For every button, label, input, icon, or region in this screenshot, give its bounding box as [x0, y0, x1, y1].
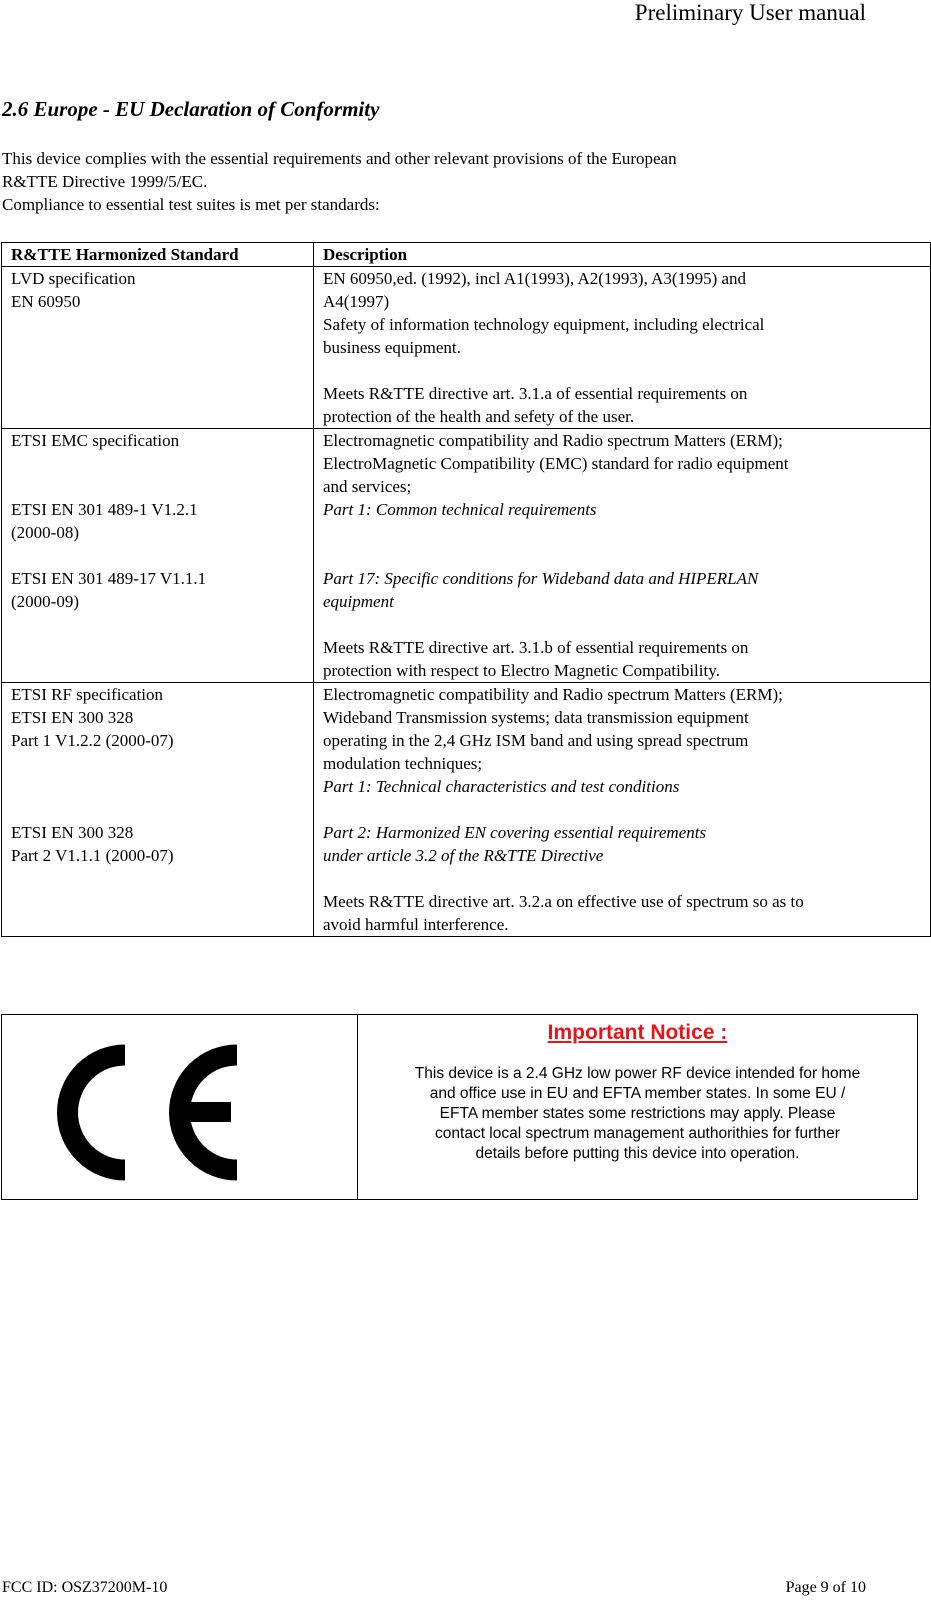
- intro-line: R&TTE Directive 1999/5/EC.: [2, 172, 208, 191]
- description-line: [323, 521, 921, 544]
- description-line: [323, 798, 921, 821]
- notice-body-line: EFTA member states some restrictions may apply. Please: [439, 1105, 836, 1122]
- standards-table: [1, 242, 931, 937]
- standard-line: ETSI EN 301 489-1 V1.2.1: [11, 500, 198, 519]
- standard-line: [11, 775, 304, 798]
- description-line: Part 2: Harmonized EN covering essential requirements: [323, 823, 707, 842]
- intro-text: [2, 147, 902, 216]
- description-line: [323, 544, 921, 567]
- ce-mark-cell: [2, 1015, 358, 1199]
- description-line: modulation techniques;: [323, 754, 483, 773]
- description-line: protection of the health and sefety of the user.: [323, 407, 635, 426]
- standard-line: Part 1 V1.2.2 (2000-07): [11, 731, 174, 750]
- notice-body-line: contact local spectrum management authorithies for further: [435, 1125, 840, 1142]
- description-line: protection with respect to Electro Magnetic Compatibility.: [323, 661, 720, 680]
- description-line: A4(1997): [323, 292, 390, 311]
- standard-line: ETSI EN 300 328: [11, 708, 134, 727]
- description-line: [323, 359, 921, 382]
- standard-cell: [2, 683, 314, 937]
- standard-line: [11, 475, 304, 498]
- standard-line: [11, 452, 304, 475]
- description-line: [323, 867, 921, 890]
- important-notice-box: [1, 1014, 918, 1200]
- description-cell: [314, 683, 931, 937]
- description-line: avoid harmful interference.: [323, 915, 509, 934]
- description-line: Electromagnetic compatibility and Radio spectrum Matters (ERM);: [323, 431, 783, 450]
- standard-cell: [2, 429, 314, 683]
- column-header-standard: R&TTE Harmonized Standard: [2, 243, 314, 267]
- standard-line: ETSI RF specification: [11, 685, 164, 704]
- table-body: [2, 267, 931, 937]
- description-line: Meets R&TTE directive art. 3.1.b of essential requirements on: [323, 638, 749, 657]
- description-line: Part 1: Common technical requirements: [323, 500, 597, 519]
- ce-mark-c: [68, 1055, 126, 1170]
- table-row: [2, 267, 931, 429]
- standard-line: [11, 798, 304, 821]
- notice-title: Important Notice :: [547, 1021, 728, 1044]
- description-line: Meets R&TTE directive art. 3.2.a on effective use of spectrum so as to: [323, 892, 804, 911]
- description-line: equipment: [323, 592, 394, 611]
- description-line: Safety of information technology equipment, including electrical: [323, 315, 765, 334]
- description-line: ElectroMagnetic Compatibility (EMC) standard for radio equipment: [323, 454, 789, 473]
- table-header-row: [2, 243, 931, 267]
- description-line: [323, 613, 921, 636]
- description-line: and services;: [323, 477, 412, 496]
- standard-line: (2000-08): [11, 523, 79, 542]
- description-line: Part 17: Specific conditions for Wideband data and HIPERLAN: [323, 569, 759, 588]
- notice-body-line: details before putting this device into operation.: [475, 1145, 800, 1162]
- notice-body-line: This device is a 2.4 GHz low power RF device intended for home: [414, 1065, 861, 1082]
- notice-text-cell: [358, 1015, 917, 1199]
- table-row: [2, 429, 931, 683]
- notice-body: [366, 1064, 909, 1164]
- standard-line: [11, 544, 304, 567]
- description-line: business equipment.: [323, 338, 461, 357]
- footer-page-number: Page 9 of 10: [785, 1579, 866, 1596]
- intro-line: This device complies with the essential requirements and other relevant provisions of the European: [2, 149, 677, 168]
- column-header-description: Description: [314, 243, 931, 267]
- description-line: Electromagnetic compatibility and Radio spectrum Matters (ERM);: [323, 685, 783, 704]
- section-heading: 2.6 Europe - EU Declaration of Conformity: [2, 97, 380, 121]
- standard-line: [11, 752, 304, 775]
- footer-fcc-id: FCC ID: OSZ37200M-10: [2, 1579, 168, 1596]
- page-header-title: Preliminary User manual: [634, 0, 866, 25]
- standard-line: LVD specification: [11, 269, 136, 288]
- description-line: Meets R&TTE directive art. 3.1.a of essential requirements on: [323, 384, 748, 403]
- description-line: under article 3.2 of the R&TTE Directive: [323, 846, 604, 865]
- standard-line: ETSI EMC specification: [11, 431, 180, 450]
- standard-line: (2000-09): [11, 592, 79, 611]
- ce-mark-e-bar: [175, 1102, 231, 1122]
- description-cell: [314, 429, 931, 683]
- standard-line: EN 60950: [11, 292, 81, 311]
- description-cell: [314, 267, 931, 429]
- description-line: operating in the 2,4 GHz ISM band and using spread spectrum: [323, 731, 749, 750]
- description-line: EN 60950,ed. (1992), incl A1(1993), A2(1993), A3(1995) and: [323, 269, 747, 288]
- description-line: Wideband Transmission systems; data transmission equipment: [323, 708, 749, 727]
- standard-line: ETSI EN 300 328: [11, 823, 134, 842]
- standard-line: Part 2 V1.1.1 (2000-07): [11, 846, 174, 865]
- standard-line: ETSI EN 301 489-17 V1.1.1: [11, 569, 207, 588]
- notice-body-line: and office use in EU and EFTA member states. In some EU /: [429, 1085, 846, 1102]
- intro-line: Compliance to essential test suites is met per standards:: [2, 195, 380, 214]
- ce-mark-logo: [47, 1040, 247, 1185]
- table-row: [2, 683, 931, 937]
- description-line: Part 1: Technical characteristics and test conditions: [323, 777, 680, 796]
- standard-cell: [2, 267, 314, 429]
